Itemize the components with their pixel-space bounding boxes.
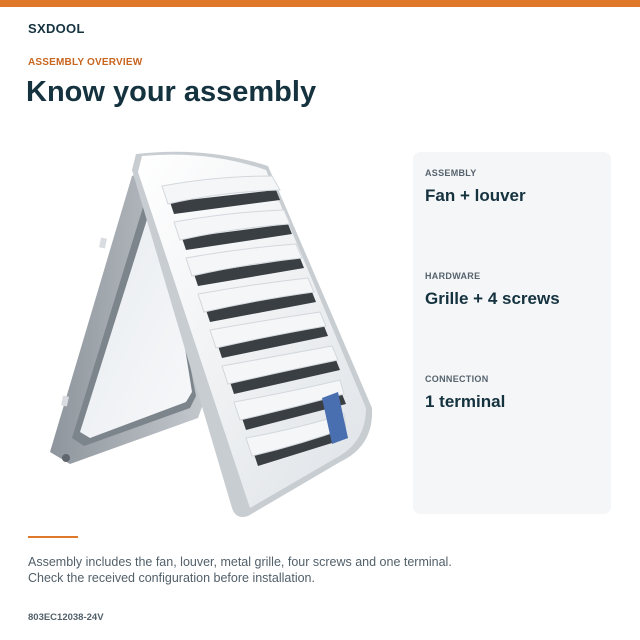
top-accent-bar: [0, 0, 640, 7]
brand-name: SXDOOL: [28, 21, 85, 36]
fan-louver-assembly-illustration: [40, 146, 380, 522]
note-line-2: Check the received configuration before installation.: [28, 571, 315, 585]
spec-label: HARDWARE: [425, 271, 481, 281]
spec-value: 1 terminal: [425, 392, 506, 411]
spec-assembly: [425, 168, 526, 206]
spec-card: [413, 152, 611, 514]
assembly-note: [28, 554, 618, 586]
note-line-1: Assembly includes the fan, louver, metal grille, four screws and one terminal.: [28, 555, 452, 569]
spec-label: ASSEMBLY: [425, 168, 477, 178]
spec-label: CONNECTION: [425, 374, 489, 384]
accent-divider: [28, 536, 78, 538]
spec-connection: [425, 374, 505, 412]
spec-value: Grille + 4 screws: [425, 289, 560, 308]
section-eyebrow: ASSEMBLY OVERVIEW: [28, 57, 143, 68]
model-number: 803EC12038-24V: [28, 612, 104, 623]
page-title: Know your assembly: [26, 76, 317, 108]
spec-hardware: [425, 271, 560, 309]
spec-value: Fan + louver: [425, 186, 526, 205]
